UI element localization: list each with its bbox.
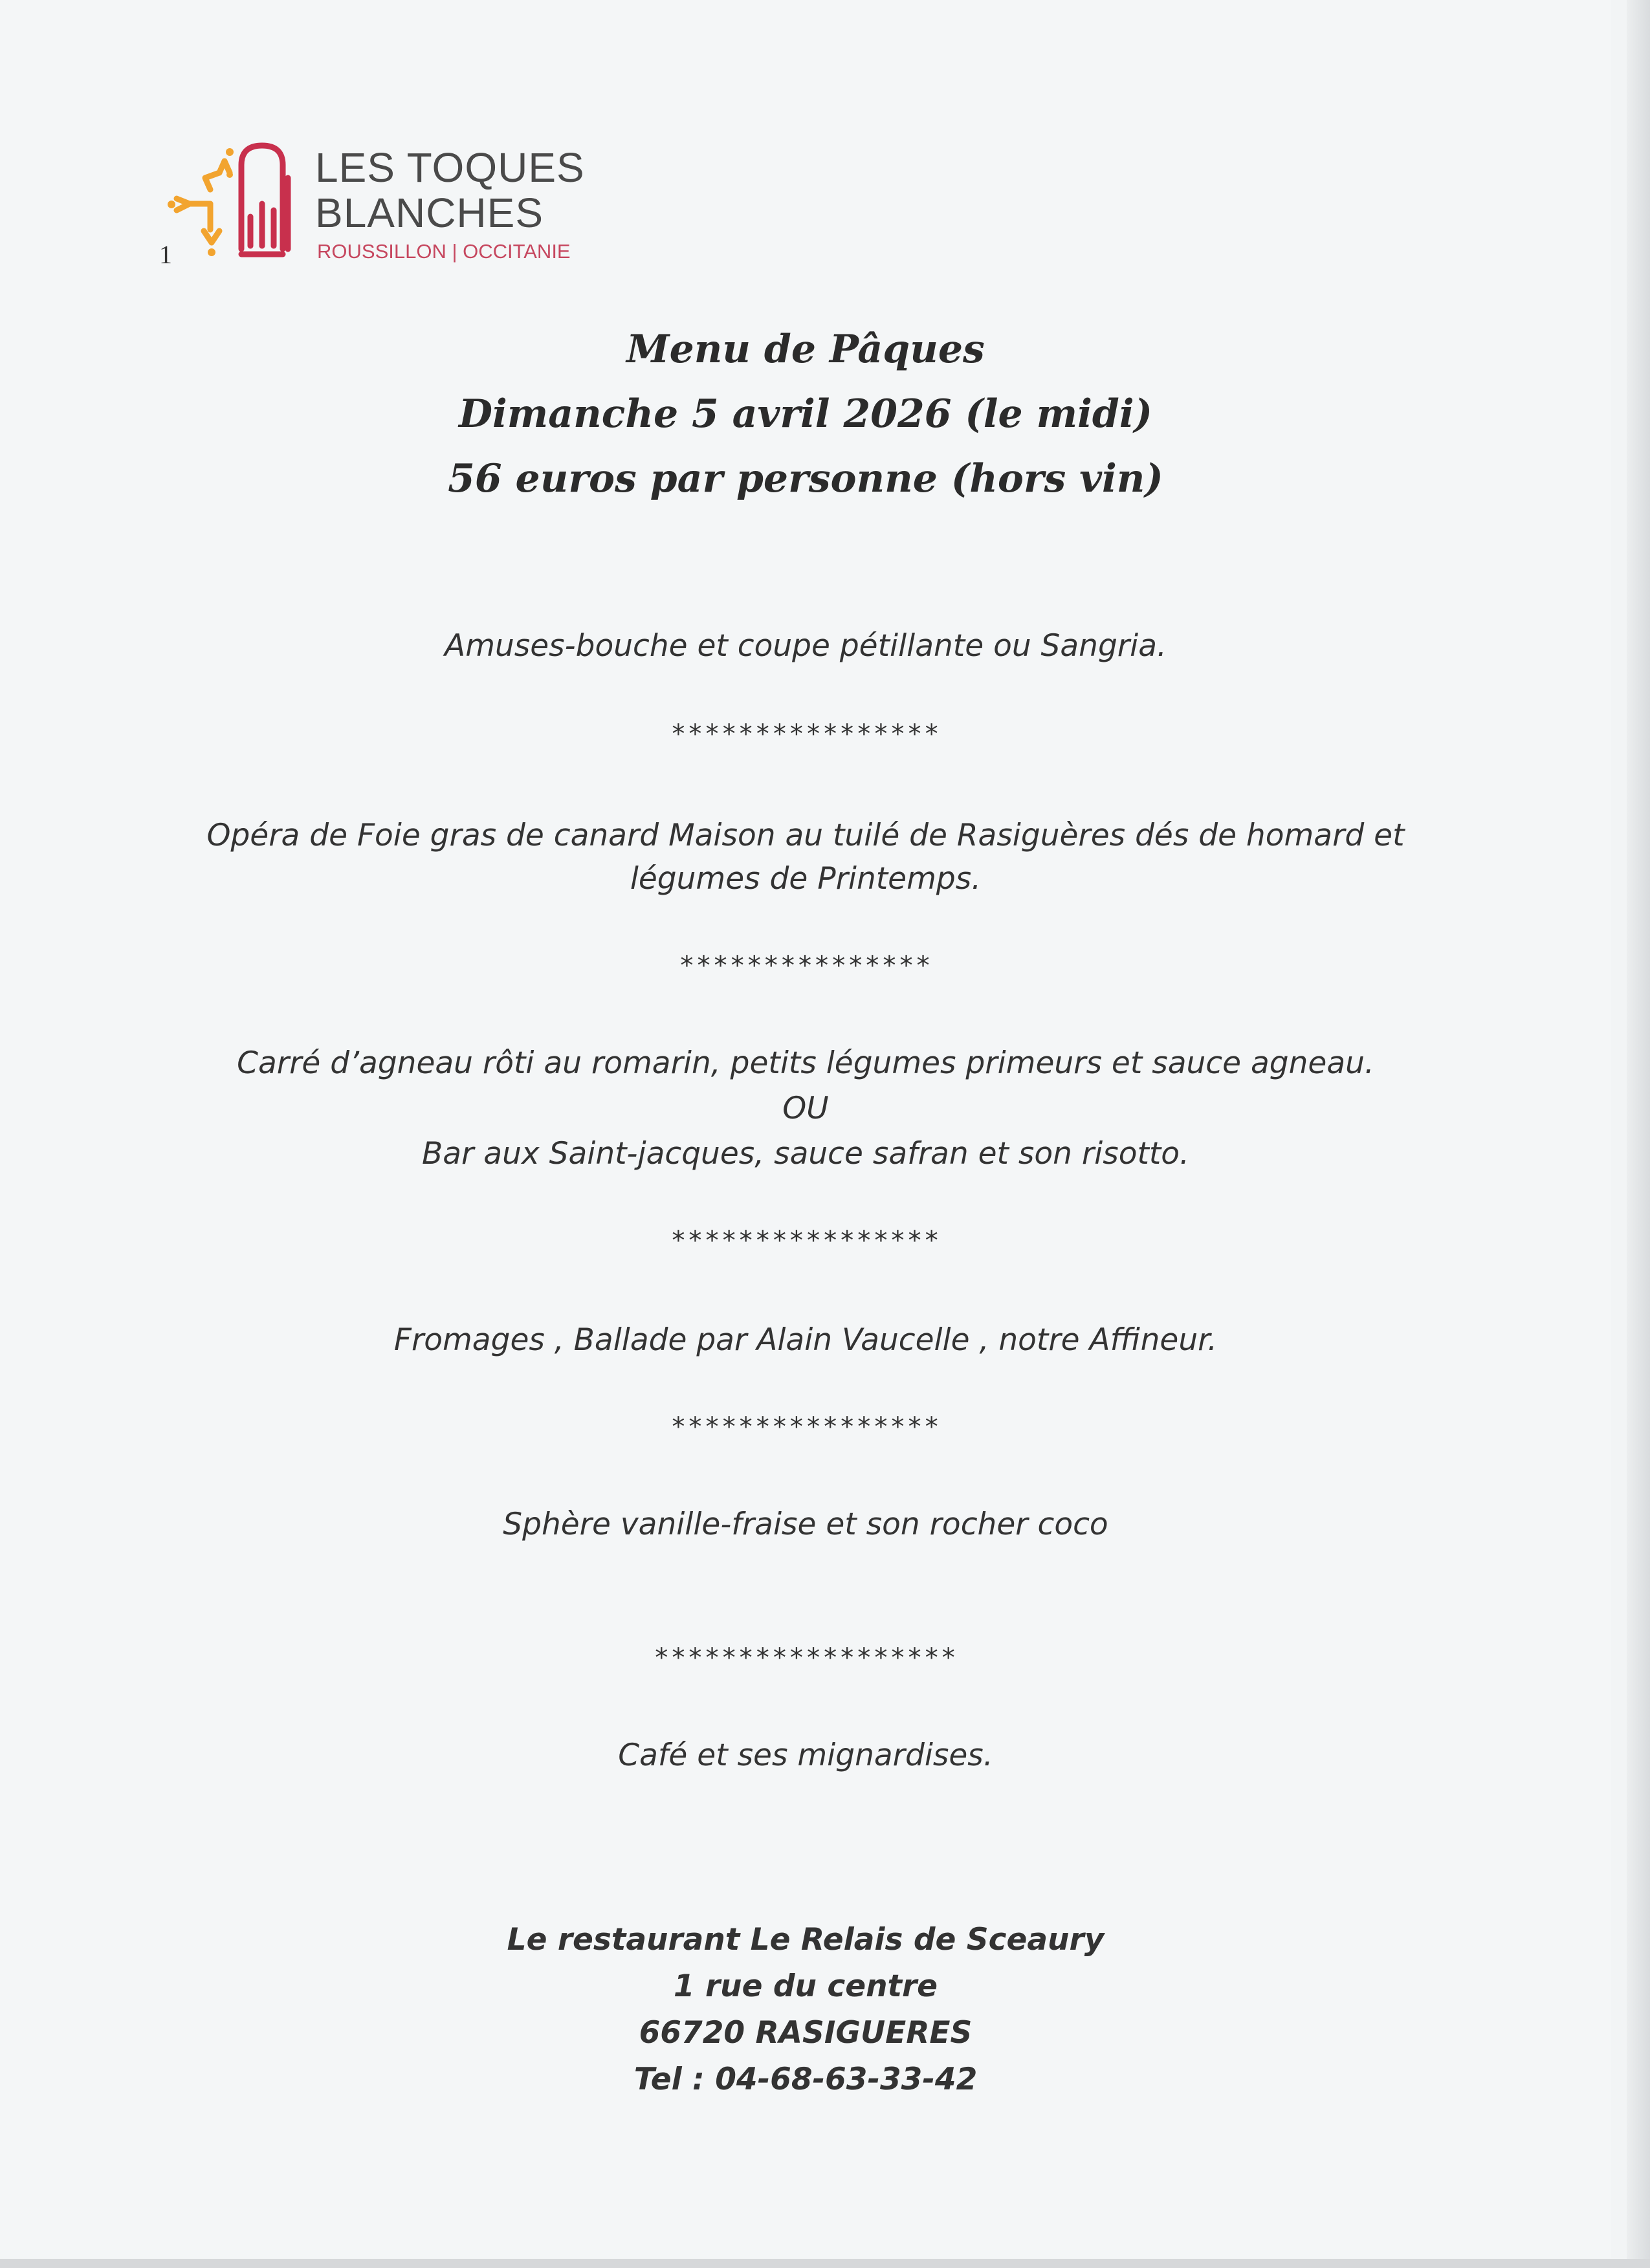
phone-number: Tel : 04-68-63-33-42 — [633, 2062, 978, 2097]
separator: **************** — [670, 1226, 941, 1256]
main-option-line: Bar aux Saint-jacques, sauce safran et son risotto. — [421, 1136, 1189, 1172]
separator: *************** — [679, 951, 932, 981]
logo-title-line2: BLANCHES — [315, 190, 544, 236]
main-or-line: OU — [782, 1091, 829, 1126]
les-toques-blanches-logo — [165, 139, 586, 275]
title-menu-name: Menu de Pâques — [626, 327, 985, 372]
address-street: 1 rue du centre — [673, 1968, 938, 2004]
address-city: 66720 RASIGUERES — [639, 2015, 973, 2051]
logo-title-line1: LES TOQUES — [315, 144, 585, 191]
separator: **************** — [670, 1412, 941, 1442]
dessert-line: Sphère vanille-fraise et son rocher coco — [503, 1507, 1108, 1542]
separator: ****************** — [654, 1643, 958, 1673]
restaurant-name: Le restaurant Le Relais de Sceaury — [507, 1922, 1105, 1957]
cheese-line: Fromages , Ballade par Alain Vaucelle , notre Affineur. — [393, 1322, 1218, 1358]
occitan-cross-chef-hat-icon — [165, 139, 311, 268]
scan-edge — [0, 2259, 1650, 2268]
title-date: Dimanche 5 avril 2026 (le midi) — [458, 391, 1153, 437]
title-price: 56 euros par personne (hors vin) — [448, 456, 1163, 501]
starter-line: Opéra de Foie gras de canard Maison au tuilé de Rasiguères dés de homard et — [206, 818, 1405, 853]
separator: **************** — [670, 719, 941, 749]
logo-region: ROUSSILLON | OCCITANIE — [317, 240, 571, 263]
menu-title — [0, 317, 1611, 511]
aperitif-line: Amuses-bouche et coupe pétillante ou Sangria. — [445, 628, 1167, 664]
page-number: 1 — [159, 240, 172, 269]
starter-line: légumes de Printemps. — [630, 861, 982, 897]
main-option-line: Carré d’agneau rôti au romarin, petits légumes primeurs et sauce agneau. — [237, 1045, 1374, 1081]
coffee-line: Café et ses mignardises. — [618, 1738, 993, 1773]
scan-edge — [1627, 0, 1650, 2268]
